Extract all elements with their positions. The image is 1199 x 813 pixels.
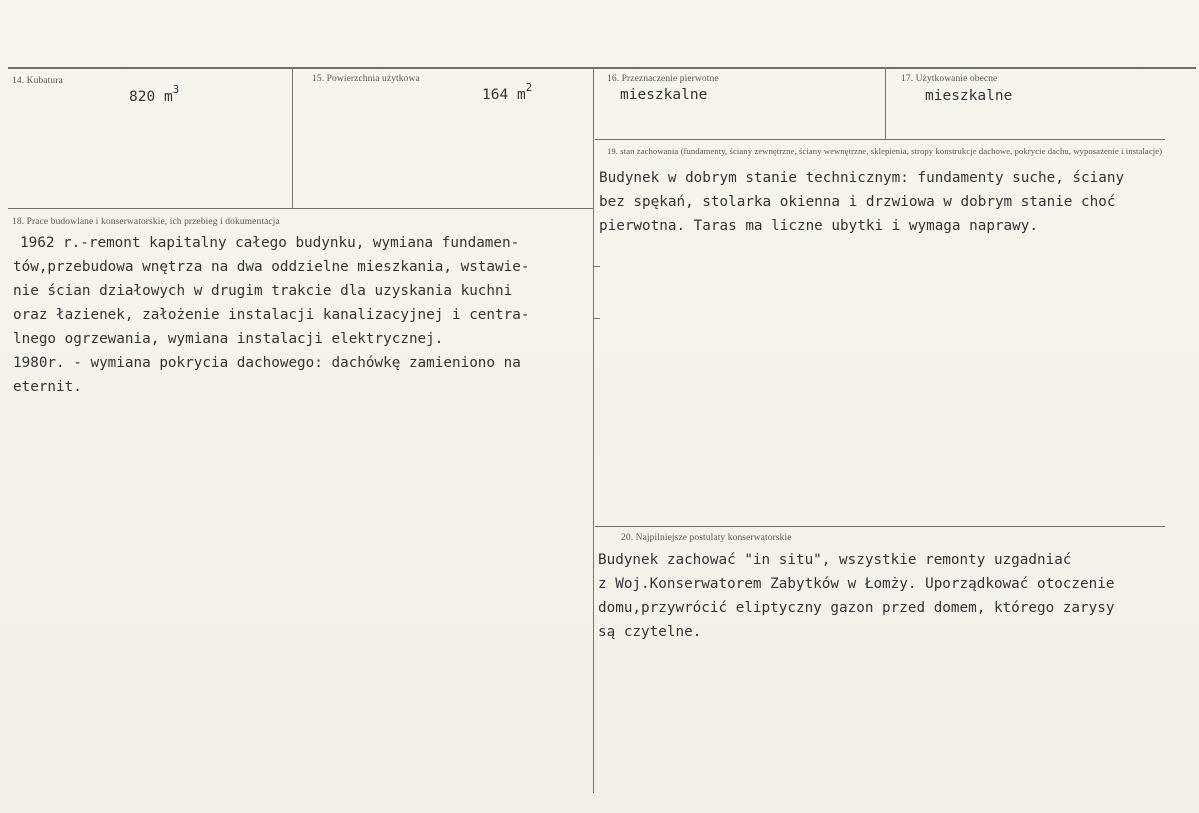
stan-line: bez spękań, stolarka okienna i drzwiowa w dobrym stanie choć bbox=[599, 194, 1116, 210]
uzytkowanie-label: 17. Użytkowanie obecne bbox=[901, 74, 998, 84]
kubatura-value bbox=[129, 83, 179, 105]
stan-line: pierwotna. Taras ma liczne ubytki i wymaga naprawy. bbox=[599, 218, 1038, 234]
postulaty-line: z Woj.Konserwatorem Zabytków w Łomży. Uporządkować otoczenie bbox=[598, 576, 1115, 592]
przeznaczenie-value: mieszkalne bbox=[620, 87, 708, 103]
uzytkowanie-value: mieszkalne bbox=[925, 88, 1013, 104]
prace-text bbox=[13, 231, 529, 399]
postulaty-line: Budynek zachować "in situ", wszystkie remonty uzgadniać bbox=[598, 552, 1072, 568]
rule-above-20 bbox=[595, 526, 1165, 527]
kubatura-label: 14. Kubatura bbox=[12, 76, 63, 86]
postulaty-label: 20. Najpilniejsze postulaty konserwatorskie bbox=[621, 533, 792, 543]
prace-line: oraz łazienek, założenie instalacji kanalizacyjnej i centra- bbox=[13, 307, 530, 323]
prace-label: 18. Prace budowlane i konserwatorskie, ich przebieg i dokumentacja bbox=[12, 217, 280, 227]
powierzchnia-number: 164 bbox=[482, 87, 509, 103]
rule-under-14-15 bbox=[8, 208, 594, 209]
prace-line: 1980r. - wymiana pokrycia dachowego: dachówkę zamieniono na bbox=[13, 355, 521, 371]
rule-under-16-17 bbox=[595, 139, 1165, 140]
postulaty-line: domu,przywrócić eliptyczny gazon przed domem, którego zarysy bbox=[598, 600, 1115, 616]
prace-line: eternit. bbox=[13, 379, 82, 395]
postulaty-line: są czytelne. bbox=[598, 624, 702, 640]
divider-left-right bbox=[593, 68, 594, 793]
prace-line: nie ścian działowych w drugim trakcie dla uzyskania kuchni bbox=[13, 283, 513, 299]
powierzchnia-label: 15. Powierzchnia użytkowa bbox=[312, 74, 420, 84]
kubatura-unit-exponent: 3 bbox=[172, 83, 180, 96]
powierzchnia-unit: m bbox=[516, 87, 526, 103]
margin-mark bbox=[594, 318, 600, 319]
stan-line: Budynek w dobrym stanie technicznym: fundamenty suche, ściany bbox=[599, 170, 1125, 186]
stan-text bbox=[599, 166, 1124, 238]
prace-line: lnego ogrzewania, wymiana instalacji elektrycznej. bbox=[13, 331, 444, 347]
kubatura-number: 820 bbox=[129, 89, 156, 105]
kubatura-unit: m bbox=[163, 89, 173, 105]
powierzchnia-value bbox=[482, 81, 532, 103]
margin-mark bbox=[594, 266, 600, 267]
stan-label: 19. stan zachowania (fundamenty, ściany zewnętrzne, ściany wewnętrzne, sklepienia, stropy konstrukcje dachowe, pokrycie dachu, wyposażenie i instalacje) bbox=[607, 146, 1163, 156]
postulaty-text bbox=[598, 548, 1114, 644]
powierzchnia-unit-exponent: 2 bbox=[525, 81, 533, 94]
divider-16-17 bbox=[885, 68, 886, 140]
prace-line: 1962 r.-remont kapitalny całego budynku, wymiana fundamen- bbox=[20, 235, 520, 251]
top-rule bbox=[8, 67, 1196, 69]
przeznaczenie-label: 16. Przeznaczenie pierwotne bbox=[607, 74, 719, 84]
divider-14-15 bbox=[292, 68, 293, 209]
prace-line: tów,przebudowa wnętrza na dwa oddzielne mieszkania, wstawie- bbox=[13, 259, 530, 275]
